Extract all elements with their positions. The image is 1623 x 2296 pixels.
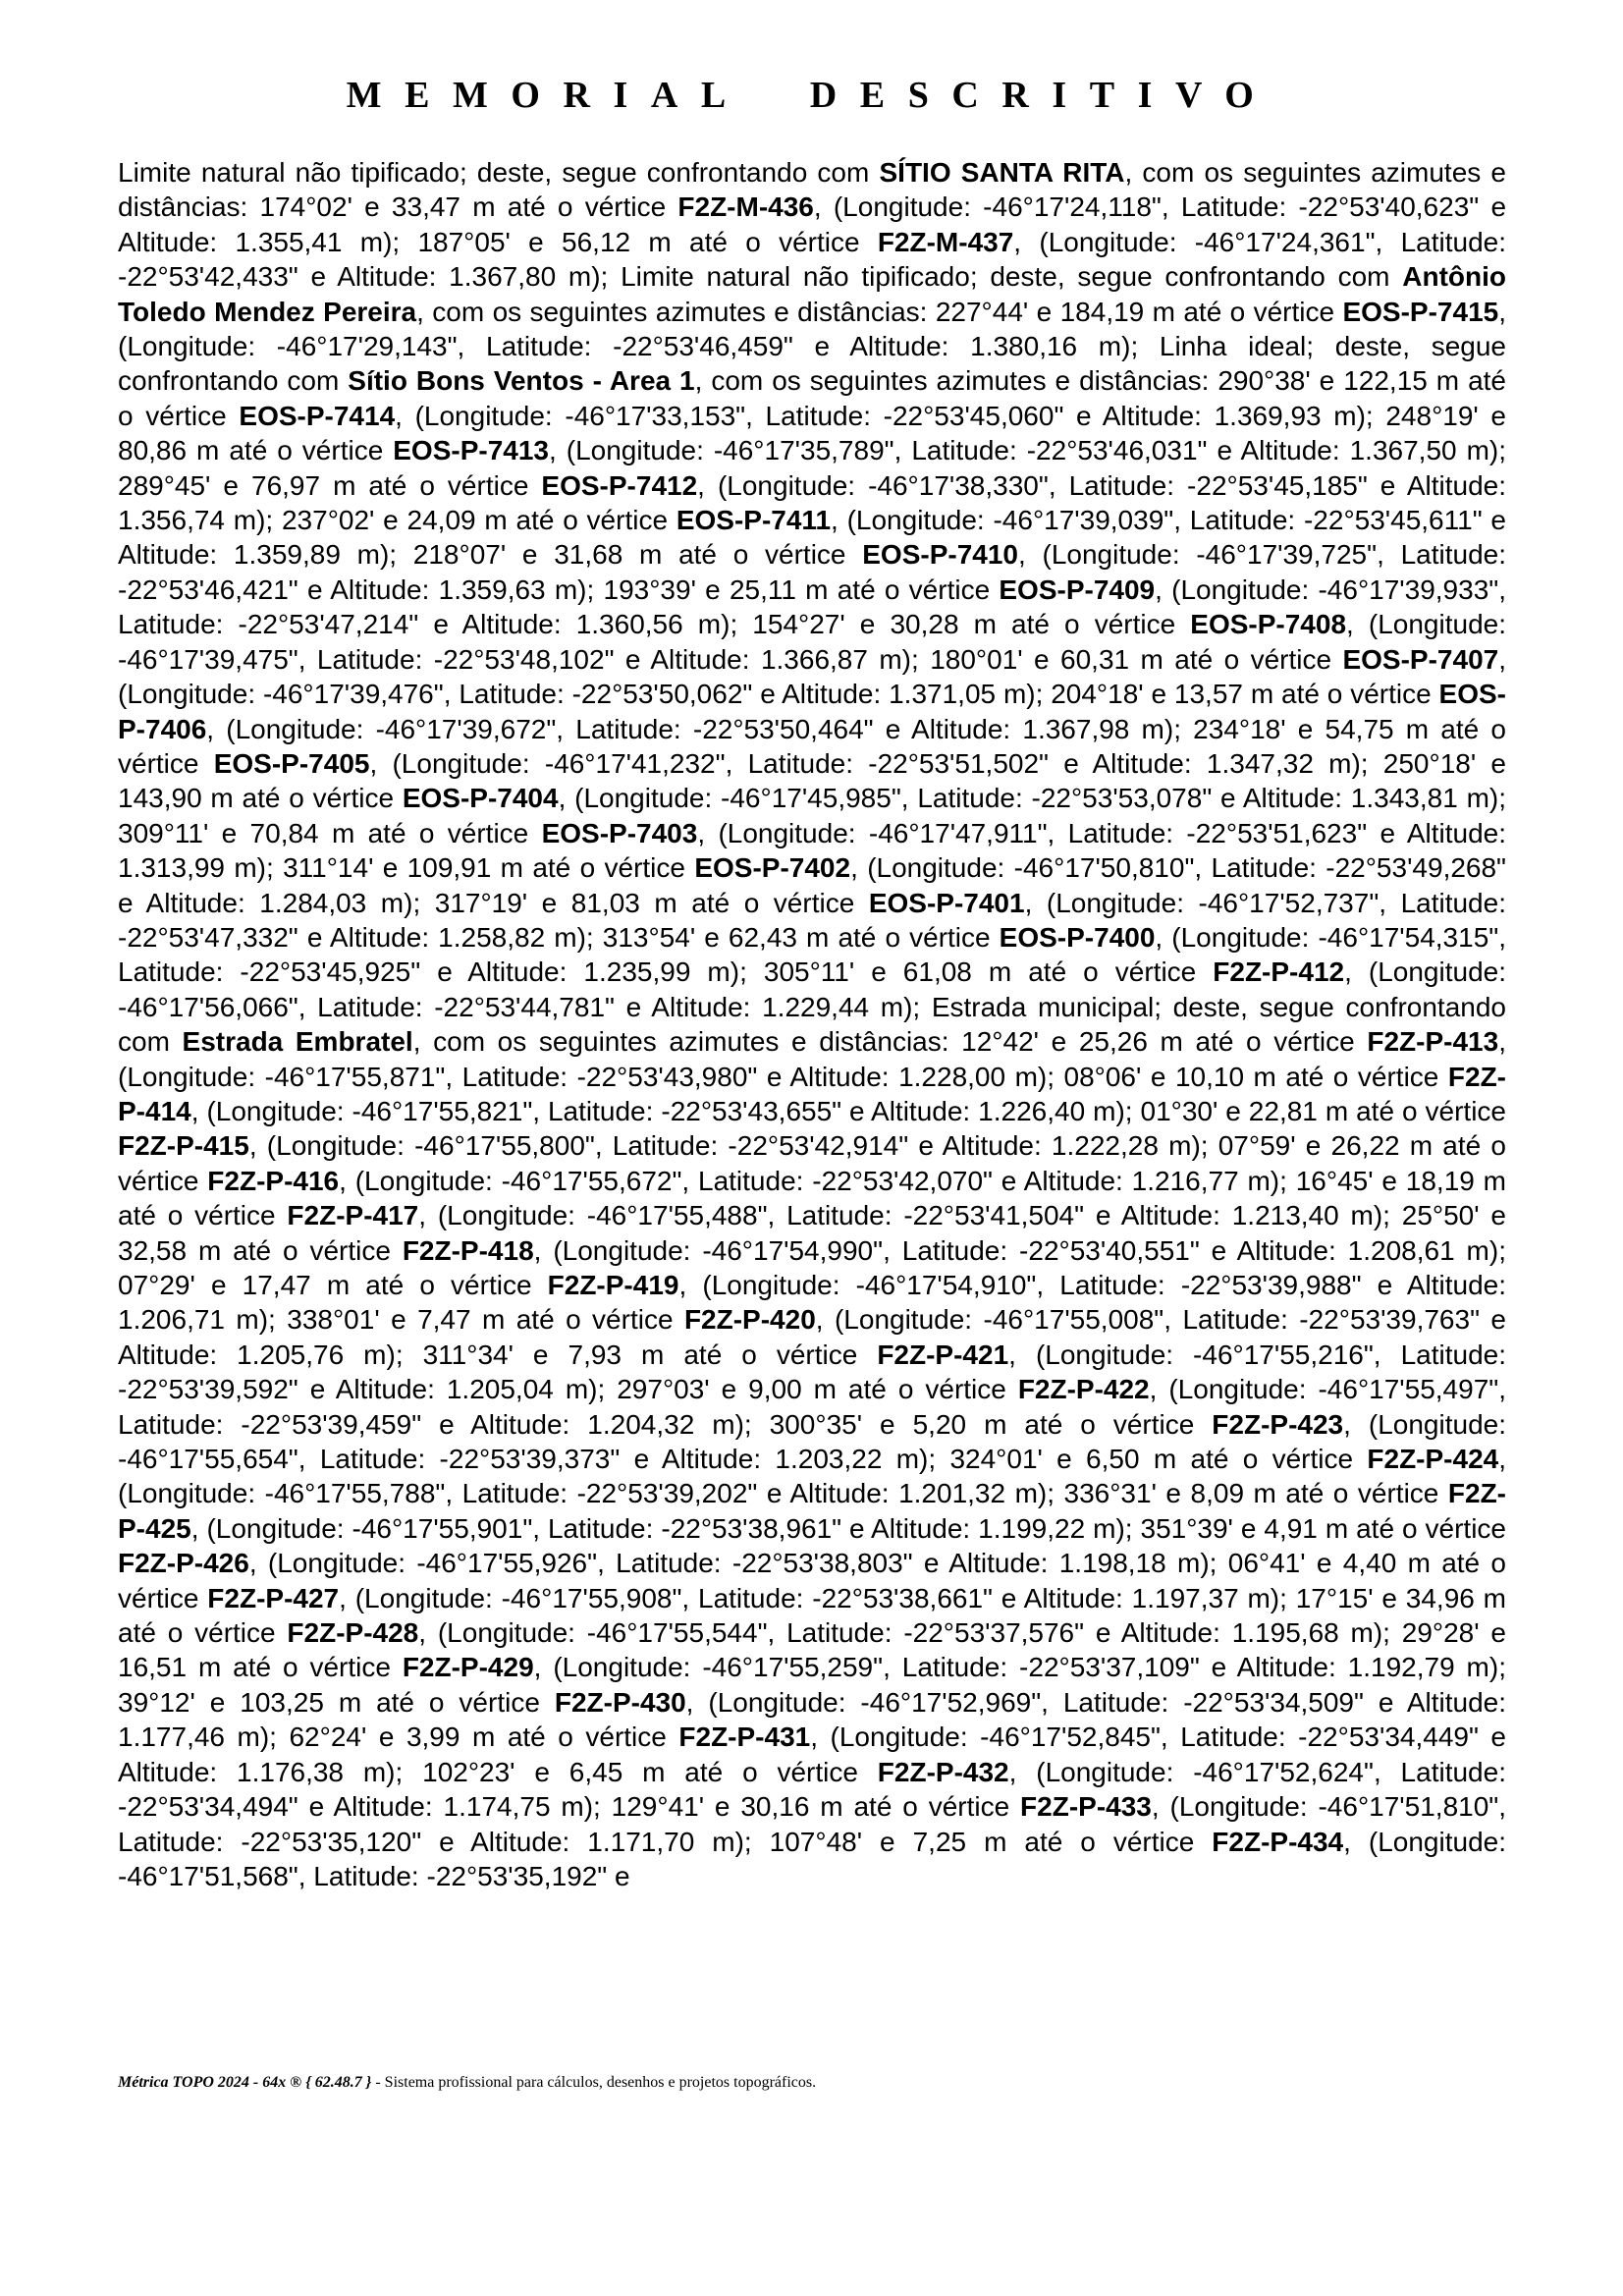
- body-text-run: , (Longitude: -46°17'52,845", Latitude: -22°53'34,449" e Altitude: 1.176,38 m); 102°23' e 6,45 m até o vértice: [118, 1722, 1507, 1787]
- body-text-run: , (Longitude: -46°17'39,672", Latitude: -22°53'50,464" e Altitude: 1.367,98 m); 234°18' e 54,75 m até o vértice: [118, 713, 1506, 779]
- body-text-run: , (Longitude: -46°17'55,488", Latitude: -22°53'41,504" e Altitude: 1.213,40 m); 25°50' e 32,58 m até o vértice: [118, 1200, 1506, 1266]
- vertex-or-party-name: F2Z-P-434: [1212, 1826, 1344, 1857]
- body-text-run: , (Longitude: -46°17'52,969", Latitude: -22°53'34,509" e Altitude: 1.177,46 m); 62°24' e 3,99 m até o vértice: [118, 1686, 1507, 1753]
- vertex-or-party-name: F2Z-P-412: [1213, 957, 1345, 988]
- vertex-or-party-name: F2Z-P-426: [118, 1548, 249, 1579]
- body-text-run: , (Longitude: -46°17'29,143", Latitude: -22°53'46,459" e Altitude: 1.380,16 m); Linha ideal; deste, segue confrontando com: [118, 296, 1506, 397]
- body-text-run: , (Longitude: -46°17'39,039", Latitude: -22°53'45,611" e Altitude: 1.359,89 m); 218°07' e 31,68 m até o vértice: [118, 505, 1506, 571]
- vertex-or-party-name: EOS-P-7400: [999, 921, 1156, 953]
- vertex-or-party-name: EOS-P-7410: [862, 539, 1018, 571]
- body-text-run: , com os seguintes azimutes e distâncias: 12°42' e 25,26 m até o vértice: [412, 1026, 1368, 1058]
- vertex-or-party-name: F2Z-P-433: [1020, 1791, 1152, 1823]
- body-text-run: , (Longitude: -46°17'35,789", Latitude: -22°53'46,031" e Altitude: 1.367,50 m); 289°45' e 76,97 m até o vértice: [118, 435, 1506, 501]
- body-text-run: , (Longitude: -46°17'41,232", Latitude: -22°53'51,502" e Altitude: 1.347,32 m); 250°18' e 143,90 m até o vértice: [118, 747, 1507, 814]
- body-text-run: , (Longitude: -46°17'50,810", Latitude: -22°53'49,268" e Altitude: 1.284,03 m); 317°19' e 81,03 m até o vértice: [118, 852, 1507, 918]
- vertex-or-party-name: F2Z-P-428: [287, 1617, 419, 1649]
- body-text-run: , (Longitude: -46°17'56,066", Latitude: -22°53'44,781" e Altitude: 1.229,44 m); Estrada municipal; deste, segue confrontando com: [118, 957, 1506, 1058]
- body-text-run: , (Longitude: -46°17'55,788", Latitude: -22°53'39,202" e Altitude: 1.201,32 m); 336°31' e 8,09 m até o vértice: [118, 1444, 1506, 1509]
- title-word-memorial: MEMORIAL: [346, 75, 749, 116]
- body-text-run: , (Longitude: -46°17'39,725", Latitude: -22°53'46,421" e Altitude: 1.359,63 m); 193°39' e 25,11 m até o vértice: [118, 539, 1506, 605]
- vertex-or-party-name: F2Z-P-430: [554, 1686, 686, 1718]
- body-text-run: , (Longitude: -46°17'24,118", Latitude: -22°53'40,623" e Altitude: 1.355,41 m); 187°05' e 56,12 m até o vértice: [118, 191, 1507, 257]
- vertex-or-party-name: EOS-P-7409: [999, 574, 1156, 605]
- page-footer: [118, 2073, 1506, 2092]
- vertex-or-party-name: F2Z-P-413: [1367, 1026, 1499, 1058]
- vertex-or-party-name: EOS-P-7414: [239, 400, 396, 431]
- body-text-run: , (Longitude: -46°17'45,985", Latitude: -22°53'53,078" e Altitude: 1.343,81 m); 309°11' e 70,84 m até o vértice: [118, 783, 1506, 848]
- vertex-or-party-name: F2Z-M-436: [677, 191, 814, 223]
- body-text-run: , (Longitude: -46°17'52,737", Latitude: -22°53'47,332" e Altitude: 1.258,82 m); 313°54' e 62,43 m até o vértice: [118, 887, 1506, 953]
- vertex-or-party-name: F2Z-M-437: [877, 226, 1014, 257]
- footer-description: - Sistema profissional para cálculos, desenhos e projetos topográficos.: [371, 2074, 817, 2091]
- vertex-or-party-name: F2Z-P-416: [207, 1165, 340, 1196]
- vertex-or-party-name: EOS-P-7411: [676, 505, 832, 536]
- body-text-run: , (Longitude: -46°17'54,990", Latitude: -22°53'40,551" e Altitude: 1.208,61 m); 07°29' e 17,47 m até o vértice: [118, 1234, 1506, 1300]
- vertex-or-party-name: F2Z-P-417: [287, 1200, 419, 1231]
- vertex-or-party-name: Estrada Embratel: [182, 1026, 413, 1058]
- vertex-or-party-name: EOS-P-7415: [1342, 296, 1499, 327]
- vertex-or-party-name: SÍTIO SANTA RITA: [879, 157, 1125, 188]
- body-text-run: , (Longitude: -46°17'55,901", Latitude: -22°53'38,961" e Altitude: 1.199,22 m); 351°39' e 4,91 m até o vértice: [190, 1512, 1506, 1544]
- vertex-or-party-name: F2Z-P-424: [1367, 1444, 1499, 1475]
- body-text-run: , (Longitude: -46°17'39,933", Latitude: -22°53'47,214" e Altitude: 1.360,56 m); 154°27' e 30,28 m até o vértice: [118, 574, 1506, 640]
- vertex-or-party-name: EOS-P-7406: [118, 679, 1506, 744]
- vertex-or-party-name: EOS-P-7413: [393, 435, 549, 466]
- vertex-or-party-name: F2Z-P-422: [1017, 1374, 1150, 1405]
- body-text-run: , com os seguintes azimutes e distâncias: 290°38' e 122,15 m até o vértice: [118, 365, 1506, 431]
- body-text-run: , (Longitude: -46°17'38,330", Latitude: -22°53'45,185" e Altitude: 1.356,74 m); 237°02' e 24,09 m até o vértice: [118, 469, 1506, 536]
- title-word-descritivo: DESCRITIVO: [809, 75, 1277, 116]
- body-text-run: , (Longitude: -46°17'55,908", Latitude: -22°53'38,661" e Altitude: 1.197,37 m); 17°15' e 34,96 m até o vértice: [118, 1582, 1507, 1649]
- vertex-or-party-name: EOS-P-7407: [1342, 643, 1499, 675]
- body-text-run: Limite natural não tipificado; deste, segue confrontando com: [118, 157, 880, 188]
- body-text-run: , com os seguintes azimutes e distâncias: 174°02' e 33,47 m até o vértice: [118, 157, 1507, 223]
- vertex-or-party-name: F2Z-P-425: [118, 1478, 1506, 1544]
- body-text-run: , (Longitude: -46°17'51,568", Latitude: -22°53'35,192" e: [118, 1826, 1506, 1891]
- vertex-or-party-name: F2Z-P-429: [402, 1652, 534, 1683]
- vertex-or-party-name: F2Z-P-419: [547, 1270, 679, 1300]
- vertex-or-party-name: F2Z-P-431: [678, 1722, 811, 1753]
- vertex-or-party-name: F2Z-P-414: [118, 1061, 1506, 1126]
- body-text-run: , (Longitude: -46°17'24,361", Latitude: -22°53'42,433" e Altitude: 1.367,80 m); Limite natural não tipificado; deste, segue confrontando com: [118, 226, 1506, 293]
- vertex-or-party-name: Sítio Bons Ventos - Area 1: [348, 365, 695, 397]
- page-title: [0, 77, 1623, 114]
- vertex-or-party-name: F2Z-P-421: [877, 1339, 1009, 1370]
- body-text-run: , (Longitude: -46°17'55,654", Latitude: -22°53'39,373" e Altitude: 1.203,22 m); 324°01' e 6,50 m até o vértice: [118, 1408, 1506, 1475]
- body-text-run: , (Longitude: -46°17'47,911", Latitude: -22°53'51,623" e Altitude: 1.313,99 m); 311°14' e 109,91 m até o vértice: [118, 817, 1506, 884]
- body-text-run: , (Longitude: -46°17'55,259", Latitude: -22°53'37,109" e Altitude: 1.192,79 m); 39°12' e 103,25 m até o vértice: [118, 1652, 1506, 1718]
- memorial-body-text: [118, 155, 1506, 1893]
- body-text-run: , (Longitude: -46°17'52,624", Latitude: -22°53'34,494" e Altitude: 1.174,75 m); 129°41' e 30,16 m até o vértice: [118, 1756, 1506, 1823]
- vertex-or-party-name: F2Z-P-423: [1212, 1408, 1344, 1440]
- body-text-run: , (Longitude: -46°17'55,800", Latitude: -22°53'42,914" e Altitude: 1.222,28 m); 07°59' e 26,22 m até o vértice: [118, 1130, 1506, 1196]
- body-text-run: , (Longitude: -46°17'54,315", Latitude: -22°53'45,925" e Altitude: 1.235,99 m); 305°11' e 61,08 m até o vértice: [118, 921, 1506, 988]
- vertex-or-party-name: F2Z-P-420: [683, 1304, 816, 1336]
- vertex-or-party-name: F2Z-P-415: [118, 1130, 249, 1162]
- vertex-or-party-name: EOS-P-7403: [541, 817, 698, 848]
- body-text-run: , (Longitude: -46°17'55,871", Latitude: -22°53'43,980" e Altitude: 1.228,00 m); 08°06' e 10,10 m até o vértice: [118, 1026, 1506, 1092]
- vertex-or-party-name: EOS-P-7401: [868, 887, 1025, 918]
- footer-software-brand: Métrica TOPO 2024 - 64x ® { 62.48.7 }: [118, 2074, 372, 2091]
- body-text-run: , (Longitude: -46°17'55,926", Latitude: -22°53'38,803" e Altitude: 1.198,18 m); 06°41' e 4,40 m até o vértice: [118, 1548, 1506, 1613]
- body-text-run: , (Longitude: -46°17'33,153", Latitude: -22°53'45,060" e Altitude: 1.369,93 m); 248°19' e 80,86 m até o vértice: [118, 400, 1506, 466]
- body-text-run: , (Longitude: -46°17'55,497", Latitude: -22°53'39,459" e Altitude: 1.204,32 m); 300°35' e 5,20 m até o vértice: [118, 1374, 1506, 1440]
- vertex-or-party-name: EOS-P-7404: [402, 783, 559, 814]
- vertex-or-party-name: EOS-P-7405: [213, 747, 370, 779]
- vertex-or-party-name: EOS-P-7408: [1190, 609, 1347, 640]
- body-text-run: , (Longitude: -46°17'39,475", Latitude: -22°53'48,102" e Altitude: 1.366,87 m); 180°01' e 60,31 m até o vértice: [118, 609, 1506, 675]
- vertex-or-party-name: Antônio Toledo Mendez Pereira: [118, 261, 1506, 327]
- vertex-or-party-name: EOS-P-7412: [541, 469, 698, 501]
- body-text-run: , com os seguintes azimutes e distâncias: 227°44' e 184,19 m até o vértice: [416, 296, 1343, 327]
- vertex-or-party-name: F2Z-P-427: [207, 1582, 340, 1613]
- body-text-run: , (Longitude: -46°17'55,821", Latitude: -22°53'43,655" e Altitude: 1.226,40 m); 01°30' e 22,81 m até o vértice: [190, 1095, 1506, 1126]
- body-text-run: , (Longitude: -46°17'55,544", Latitude: -22°53'37,576" e Altitude: 1.195,68 m); 29°28' e 16,51 m até o vértice: [118, 1617, 1506, 1683]
- body-text-run: , (Longitude: -46°17'55,672", Latitude: -22°53'42,070" e Altitude: 1.216,77 m); 16°45' e 18,19 m até o vértice: [118, 1165, 1507, 1231]
- body-text-run: , (Longitude: -46°17'51,810", Latitude: -22°53'35,120" e Altitude: 1.171,70 m); 107°48' e 7,25 m até o vértice: [118, 1791, 1507, 1857]
- body-text-run: , (Longitude: -46°17'55,216", Latitude: -22°53'39,592" e Altitude: 1.205,04 m); 297°03' e 9,00 m até o vértice: [118, 1339, 1506, 1405]
- vertex-or-party-name: F2Z-P-418: [402, 1234, 534, 1266]
- body-text-run: , (Longitude: -46°17'55,008", Latitude: -22°53'39,763" e Altitude: 1.205,76 m); 311°34' e 7,93 m até o vértice: [118, 1304, 1507, 1370]
- vertex-or-party-name: EOS-P-7402: [694, 852, 851, 884]
- body-text-run: , (Longitude: -46°17'54,910", Latitude: -22°53'39,988" e Altitude: 1.206,71 m); 338°01' e 7,47 m até o vértice: [118, 1270, 1507, 1336]
- vertex-or-party-name: F2Z-P-432: [877, 1756, 1009, 1787]
- body-text-run: , (Longitude: -46°17'39,476", Latitude: -22°53'50,062" e Altitude: 1.371,05 m); 204°18' e 13,57 m até o vértice: [118, 643, 1506, 710]
